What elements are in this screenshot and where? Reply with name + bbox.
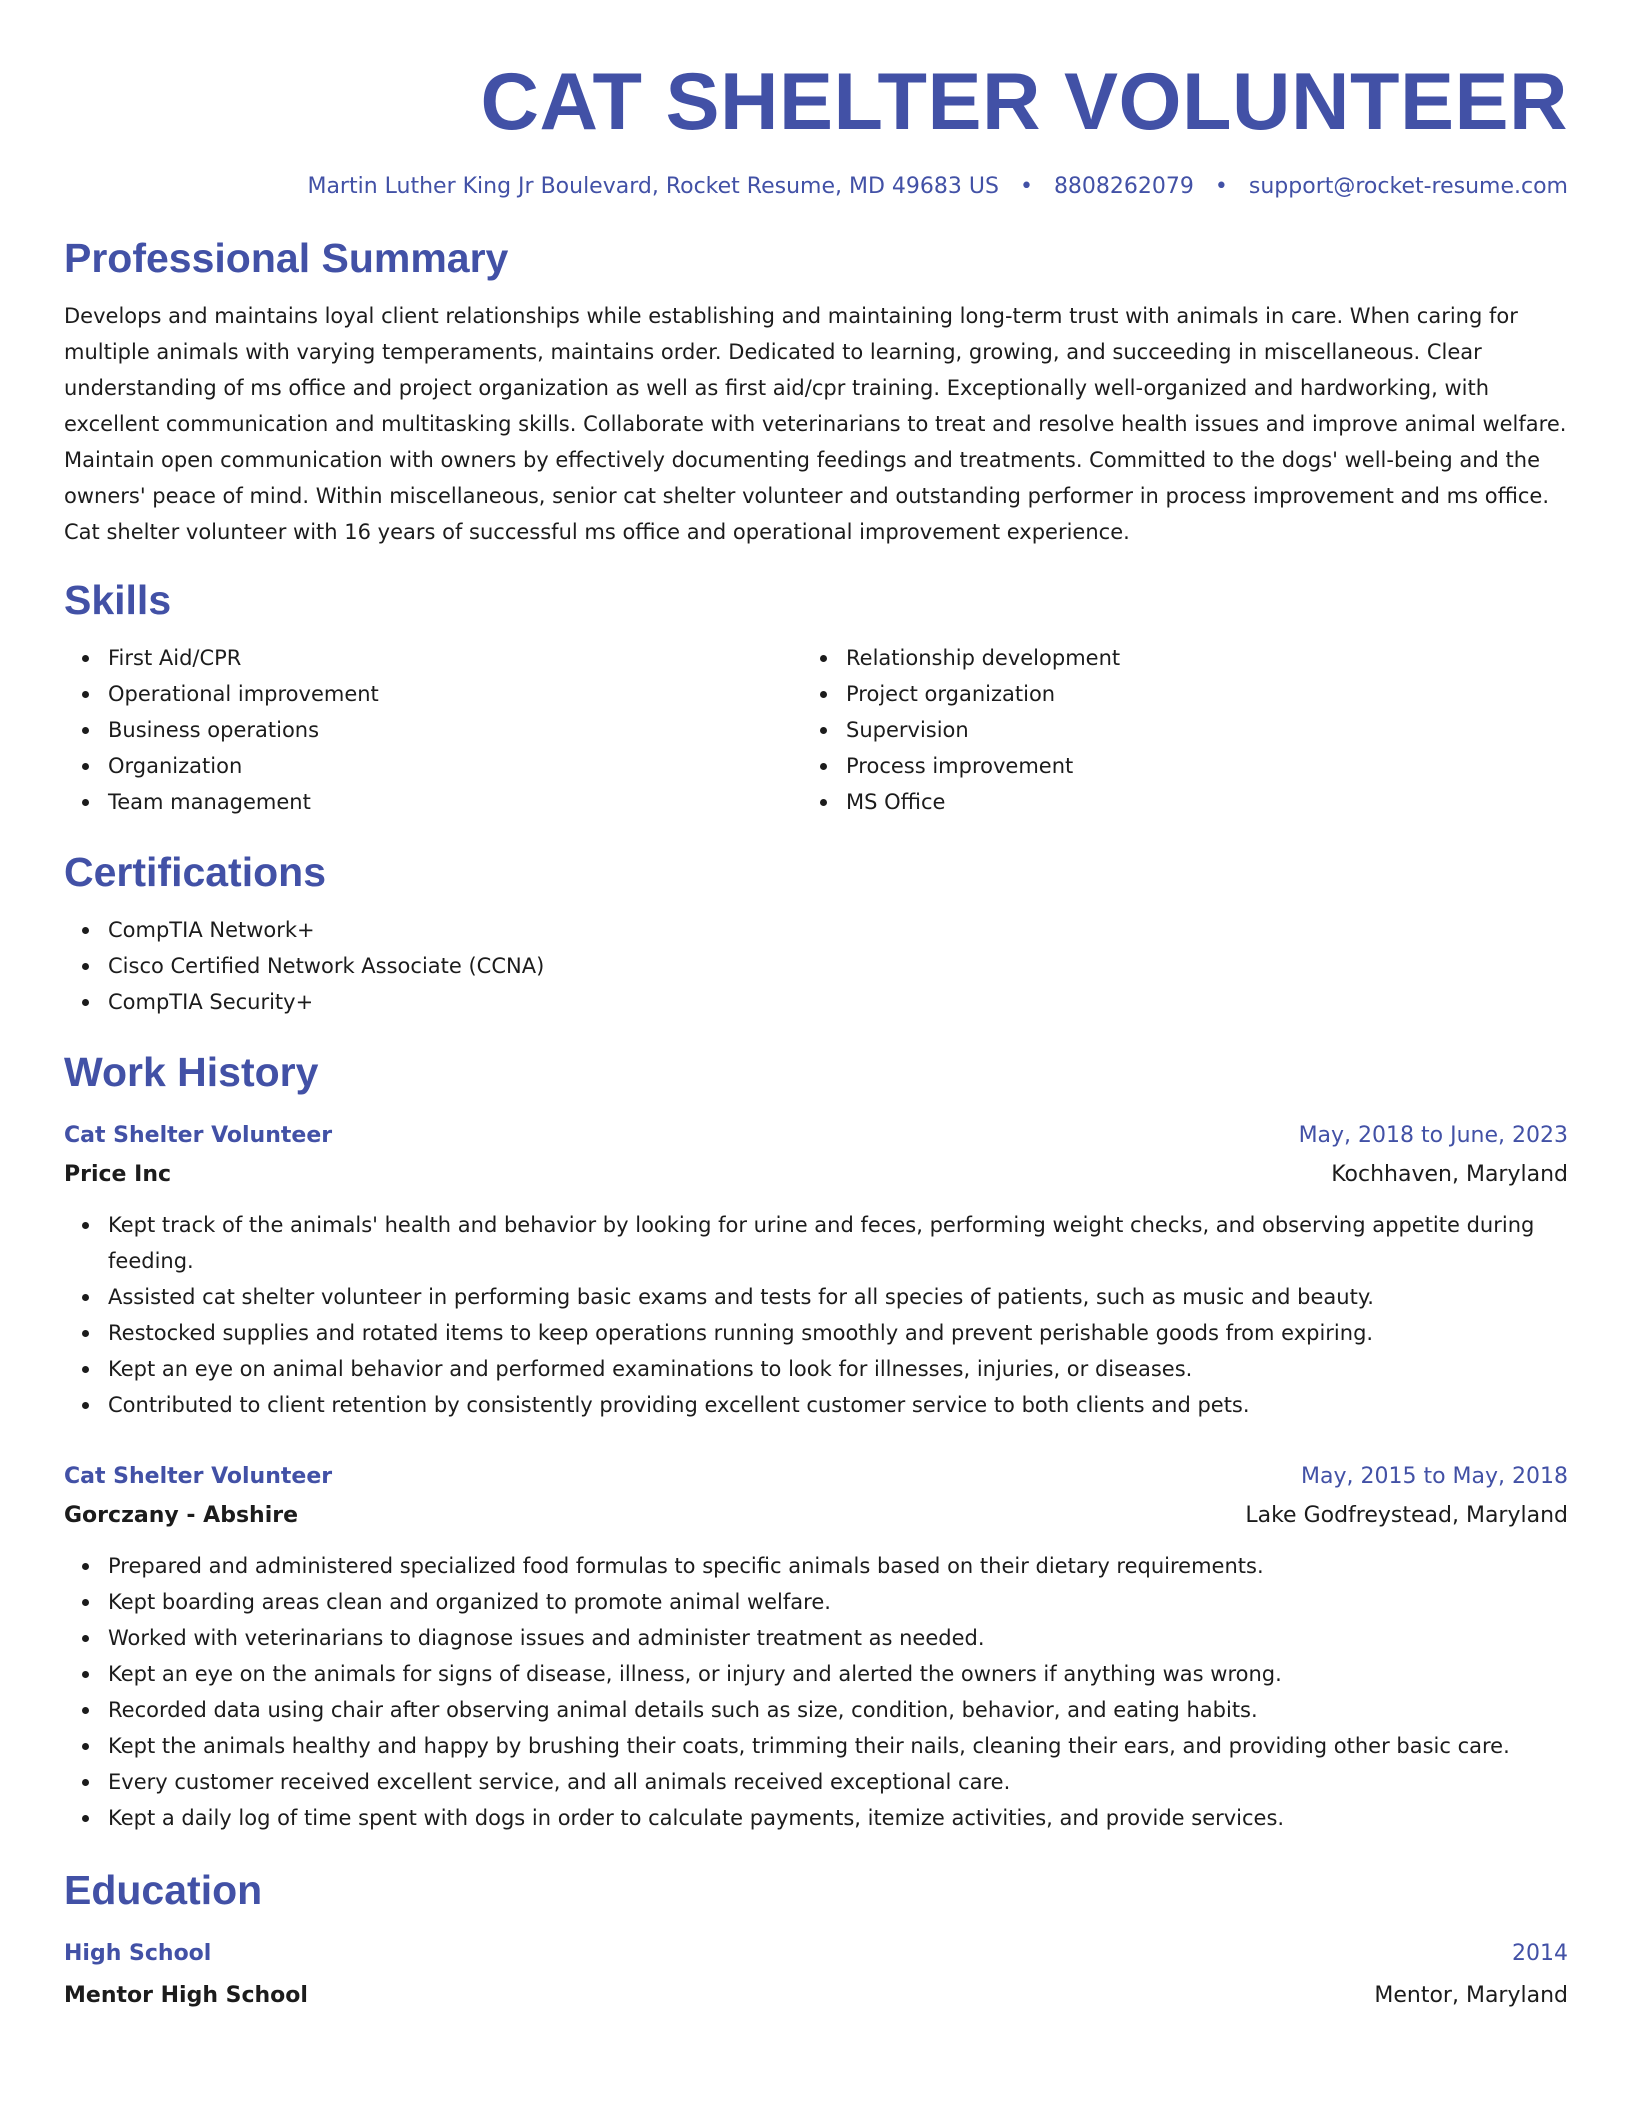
skill-item: First Aid/CPR <box>64 640 802 676</box>
job-duties <box>64 1548 1568 1836</box>
certification-item: CompTIA Security+ <box>64 984 1568 1020</box>
certification-item: Cisco Certified Network Associate (CCNA) <box>64 948 1568 984</box>
resume-name: CAT SHELTER VOLUNTEER <box>480 57 1568 147</box>
education-header <box>64 1936 1568 1972</box>
job-dates: May, 2018 to June, 2023 <box>1298 1123 1568 1148</box>
education-entry <box>64 1936 1568 2014</box>
job-location: Lake Godfreystead, Maryland <box>1245 1503 1568 1528</box>
skill-item: Organization <box>64 748 802 784</box>
skills-heading: Skills <box>64 577 172 623</box>
job-duty-item: Kept an eye on the animals for signs of disease, illness, or injury and alerted the owners if anything was wrong. <box>64 1656 1568 1692</box>
job-entry <box>64 1118 1568 1423</box>
skill-item: Project organization <box>802 676 1540 712</box>
job-duty-item: Assisted cat shelter volunteer in performing basic exams and tests for all species of patients, such as music and beauty. <box>64 1279 1568 1315</box>
job-entry <box>64 1459 1568 1836</box>
job-duty-item: Kept boarding areas clean and organized to promote animal welfare. <box>64 1584 1568 1620</box>
job-duty-item: Prepared and administered specialized food formulas to specific animals based on their dietary requirements. <box>64 1548 1568 1584</box>
skill-item: MS Office <box>802 784 1540 820</box>
job-duty-item: Restocked supplies and rotated items to keep operations running smoothly and prevent perishable goods from expiring. <box>64 1315 1568 1351</box>
skills-column-right <box>802 640 1540 820</box>
job-duty-item: Kept an eye on animal behavior and performed examinations to look for illnesses, injuries, or diseases. <box>64 1351 1568 1387</box>
job-header <box>64 1459 1568 1495</box>
work-history-heading: Work History <box>64 1049 319 1095</box>
certifications-heading: Certifications <box>64 849 326 895</box>
education-location: Mentor, Maryland <box>1374 1983 1568 2008</box>
contact-email: support@rocket-resume.com <box>1248 174 1568 199</box>
summary-text: Develops and maintains loyal client relationships while establishing and maintaining long-term trust with animals in care. When caring for multiple animals with varying temperaments, maintains order. Dedicated to learning, growing, and succeeding in miscellaneous. Clear understanding of ms office and project organization as well as first aid/cpr training. Exceptionally well-organized and hardworking, with excellent communication and multitasking skills. Collaborate with veterinarians to treat and resolve health issues and improve animal welfare. Maintain open communication with owners by effectively documenting feedings and treatments. Committed to the dogs' well-being and the owners' peace of mind. Within miscellaneous, senior cat shelter volunteer and outstanding performer in process improvement and ms office. Cat shelter volunteer with 16 years of successful ms office and operational improvement experience. <box>64 304 1567 544</box>
summary-heading: Professional Summary <box>64 235 509 281</box>
job-duty-item: Kept track of the animals' health and behavior by looking for urine and feces, performing weight checks, and observing appetite during feeding. <box>64 1207 1568 1279</box>
education-heading: Education <box>64 1867 263 1913</box>
skill-item: Relationship development <box>802 640 1540 676</box>
job-duties <box>64 1207 1568 1423</box>
job-duty-item: Kept the animals healthy and happy by brushing their coats, trimming their nails, cleaning their ears, and providing other basic care. <box>64 1728 1568 1764</box>
skills-column-left <box>64 640 802 820</box>
skill-item: Operational improvement <box>64 676 802 712</box>
education-year: 2014 <box>1512 1941 1568 1966</box>
certification-item: CompTIA Network+ <box>64 912 1568 948</box>
contact-separator: • <box>1019 174 1033 199</box>
job-duty-item: Kept a daily log of time spent with dogs in order to calculate payments, itemize activities, and provide services. <box>64 1800 1568 1836</box>
certifications-list <box>64 912 1568 1020</box>
skills-list <box>64 640 1568 820</box>
job-duty-item: Recorded data using chair after observing animal details such as size, condition, behavior, and eating habits. <box>64 1692 1568 1728</box>
skill-item: Business operations <box>64 712 802 748</box>
education-subheader <box>64 1975 1568 2014</box>
contact-phone: 8808262079 <box>1053 174 1194 199</box>
job-title: Cat Shelter Volunteer <box>64 1464 333 1489</box>
job-subheader <box>64 1154 1568 1193</box>
job-dates: May, 2015 to May, 2018 <box>1301 1464 1568 1489</box>
job-duty-item: Every customer received excellent service, and all animals received exceptional care. <box>64 1764 1568 1800</box>
job-duty-item: Contributed to client retention by consistently providing excellent customer service to both clients and pets. <box>64 1387 1568 1423</box>
job-title: Cat Shelter Volunteer <box>64 1123 333 1148</box>
job-duty-item: Worked with veterinarians to diagnose issues and administer treatment as needed. <box>64 1620 1568 1656</box>
contact-address: Martin Luther King Jr Boulevard, Rocket Resume, MD 49683 US <box>307 174 999 199</box>
job-company: Gorczany - Abshire <box>64 1503 299 1528</box>
education-degree: High School <box>64 1941 212 1966</box>
contact-separator: • <box>1214 174 1228 199</box>
job-company: Price Inc <box>64 1162 172 1187</box>
contact-line <box>64 172 1568 202</box>
job-location: Kochhaven, Maryland <box>1331 1162 1568 1187</box>
job-subheader <box>64 1495 1568 1534</box>
education-school: Mentor High School <box>64 1983 308 2008</box>
job-header <box>64 1118 1568 1154</box>
skill-item: Supervision <box>802 712 1540 748</box>
skill-item: Team management <box>64 784 802 820</box>
skill-item: Process improvement <box>802 748 1540 784</box>
